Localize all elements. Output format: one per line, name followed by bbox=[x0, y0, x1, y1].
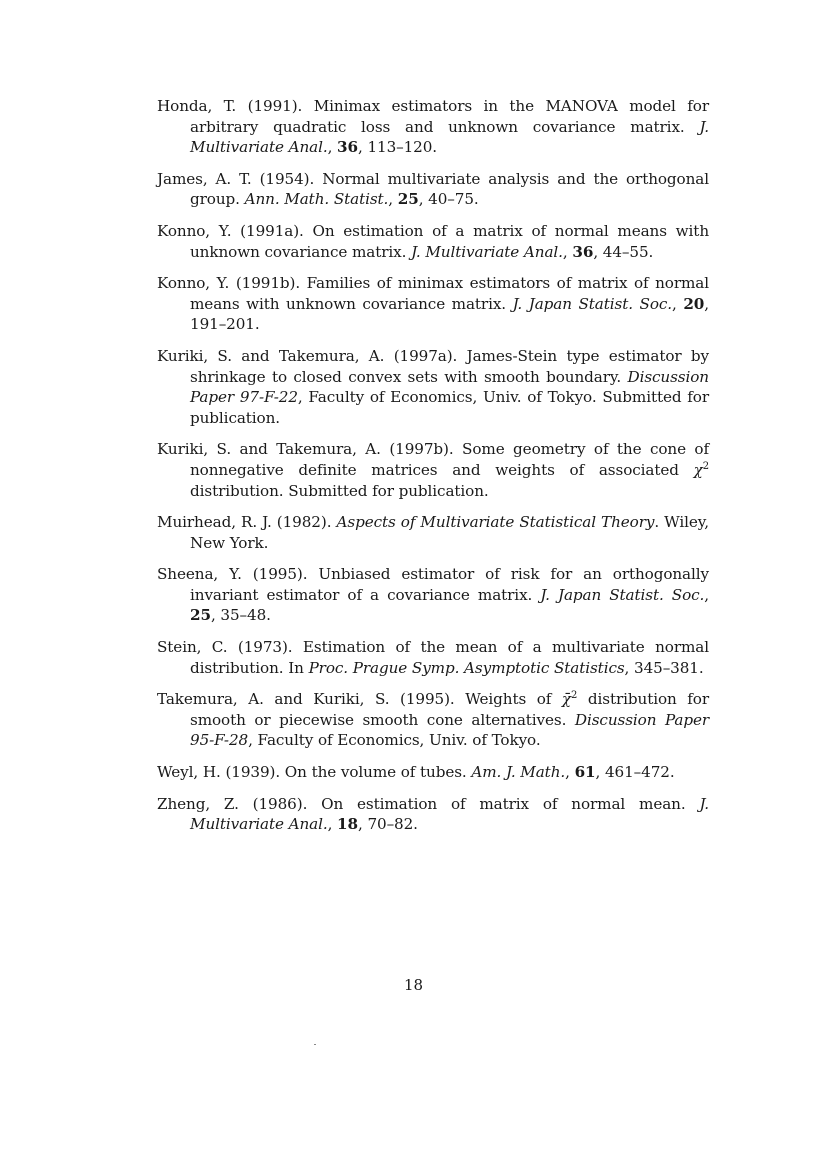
reference-volume: 36 bbox=[572, 242, 594, 261]
reference-text: Konno, Y. (1991a). On estimation of a matrix of normal means with unknown covariance matrix. bbox=[157, 221, 709, 261]
reference-text: , 40–75. bbox=[418, 190, 479, 209]
reference-entry bbox=[157, 346, 709, 428]
reference-text: distribution. Submitted for publication. bbox=[190, 481, 489, 500]
reference-italic-text: Am. J. Math. bbox=[471, 763, 566, 782]
reference-text: , 113–120. bbox=[357, 138, 438, 157]
reference-italic-text: Ann. Math. Statist. bbox=[244, 190, 389, 209]
reference-text: , bbox=[562, 242, 573, 261]
reference-volume: 25 bbox=[397, 190, 419, 209]
reference-italic-text: J. Japan Statist. Soc. bbox=[512, 294, 673, 313]
reference-text: , 44–55. bbox=[593, 242, 654, 261]
reference-italic-text: J. Japan Statist. Soc. bbox=[540, 585, 705, 604]
reference-text: Kuriki, S. and Takemura, A. (1997b). Some geometry of the cone of nonnegative definite matrices and weights of associated bbox=[157, 440, 709, 479]
reference-entry bbox=[157, 439, 709, 501]
reference-text: , 461–472. bbox=[595, 763, 675, 782]
reference-italic-text: χ̄ bbox=[561, 690, 572, 709]
reference-volume: 25 bbox=[190, 606, 211, 625]
reference-entry bbox=[157, 637, 709, 678]
reference-volume: 61 bbox=[574, 763, 596, 782]
reference-text: , bbox=[327, 138, 338, 157]
reference-italic-text: Discussion Paper 97-F-22 bbox=[190, 367, 709, 407]
reference-italic-text: Discussion Paper 95-F-28 bbox=[190, 710, 709, 750]
reference-text: , 345–381. bbox=[624, 658, 704, 677]
reference-text: , bbox=[327, 815, 338, 834]
superscript: 2 bbox=[702, 460, 709, 472]
reference-text: Honda, T. (1991). Minimax estimators in the MANOVA model for arbitrary quadratic loss and unknown covariance matrix. bbox=[157, 97, 709, 136]
reference-text: , 35–48. bbox=[210, 606, 271, 625]
reference-text: , 70–82. bbox=[357, 815, 418, 834]
reference-text: Stein, C. (1973). Estimation of the mean of a multivariate normal distribution. In bbox=[157, 638, 709, 677]
reference-text: , bbox=[672, 294, 684, 313]
reference-italic-text: Proc. Prague Symp. Asymptotic Statistics bbox=[308, 658, 625, 677]
reference-volume: 20 bbox=[683, 294, 705, 313]
reference-text: , bbox=[704, 585, 709, 604]
reference-entry bbox=[157, 273, 709, 335]
reference-entry bbox=[157, 512, 709, 553]
reference-italic-text: J. Multivariate Anal. bbox=[190, 117, 709, 157]
reference-italic-text: J. Multivariate Anal. bbox=[411, 242, 563, 261]
reference-volume: 18 bbox=[337, 815, 358, 834]
reference-italic-text: χ bbox=[693, 460, 703, 479]
reference-entry bbox=[157, 221, 709, 262]
reference-text: , 191–201. bbox=[190, 294, 709, 334]
superscript: 2 bbox=[571, 690, 578, 702]
reference-text: Sheena, Y. (1995). Unbiased estimator of risk for an orthogonally invariant estimator of a covariance matrix. bbox=[157, 565, 709, 604]
reference-entry bbox=[157, 96, 709, 158]
reference-entry bbox=[157, 794, 709, 835]
reference-text: Konno, Y. (1991b). Families of minimax estimators of matrix of normal means with unknown covariance matrix. bbox=[157, 274, 709, 313]
reference-text: Takemura, A. and Kuriki, S. (1995). Weights of bbox=[157, 690, 562, 709]
reference-text: distribution for smooth or piecewise smooth cone alternatives. bbox=[190, 690, 709, 729]
reference-text: . Wiley, New York. bbox=[190, 513, 709, 552]
reference-text: Weyl, H. (1939). On the volume of tubes. bbox=[157, 763, 472, 782]
reference-text: Muirhead, R. J. (1982). bbox=[157, 513, 337, 532]
reference-entry bbox=[157, 564, 709, 626]
reference-text: Zheng, Z. (1986). On estimation of matrix of normal mean. bbox=[157, 794, 700, 813]
reference-text: , Faculty of Economics, Univ. of Tokyo. bbox=[248, 731, 541, 750]
reference-entry bbox=[157, 169, 709, 210]
reference-entry bbox=[157, 689, 709, 751]
reference-text: Kuriki, S. and Takemura, A. (1997a). James-Stein type estimator by shrinkage to closed convex sets with smooth boundary. bbox=[157, 346, 709, 386]
reference-text: James, A. T. (1954). Normal multivariate analysis and the orthogonal group. bbox=[157, 169, 709, 209]
reference-italic-text: J. Multivariate Anal. bbox=[190, 794, 709, 834]
reference-italic-text: Aspects of Multivariate Statistical Theory bbox=[336, 513, 655, 532]
reference-text: , Faculty of Economics, Univ. of Tokyo. Submitted for publication. bbox=[190, 388, 709, 427]
scan-artifact bbox=[314, 1044, 316, 1045]
reference-text: , bbox=[565, 763, 575, 782]
page-number: 18 bbox=[403, 976, 424, 994]
reference-volume: 36 bbox=[337, 138, 358, 157]
reference-text: , bbox=[388, 190, 398, 209]
reference-entry bbox=[157, 762, 709, 783]
reference-list bbox=[157, 96, 709, 846]
